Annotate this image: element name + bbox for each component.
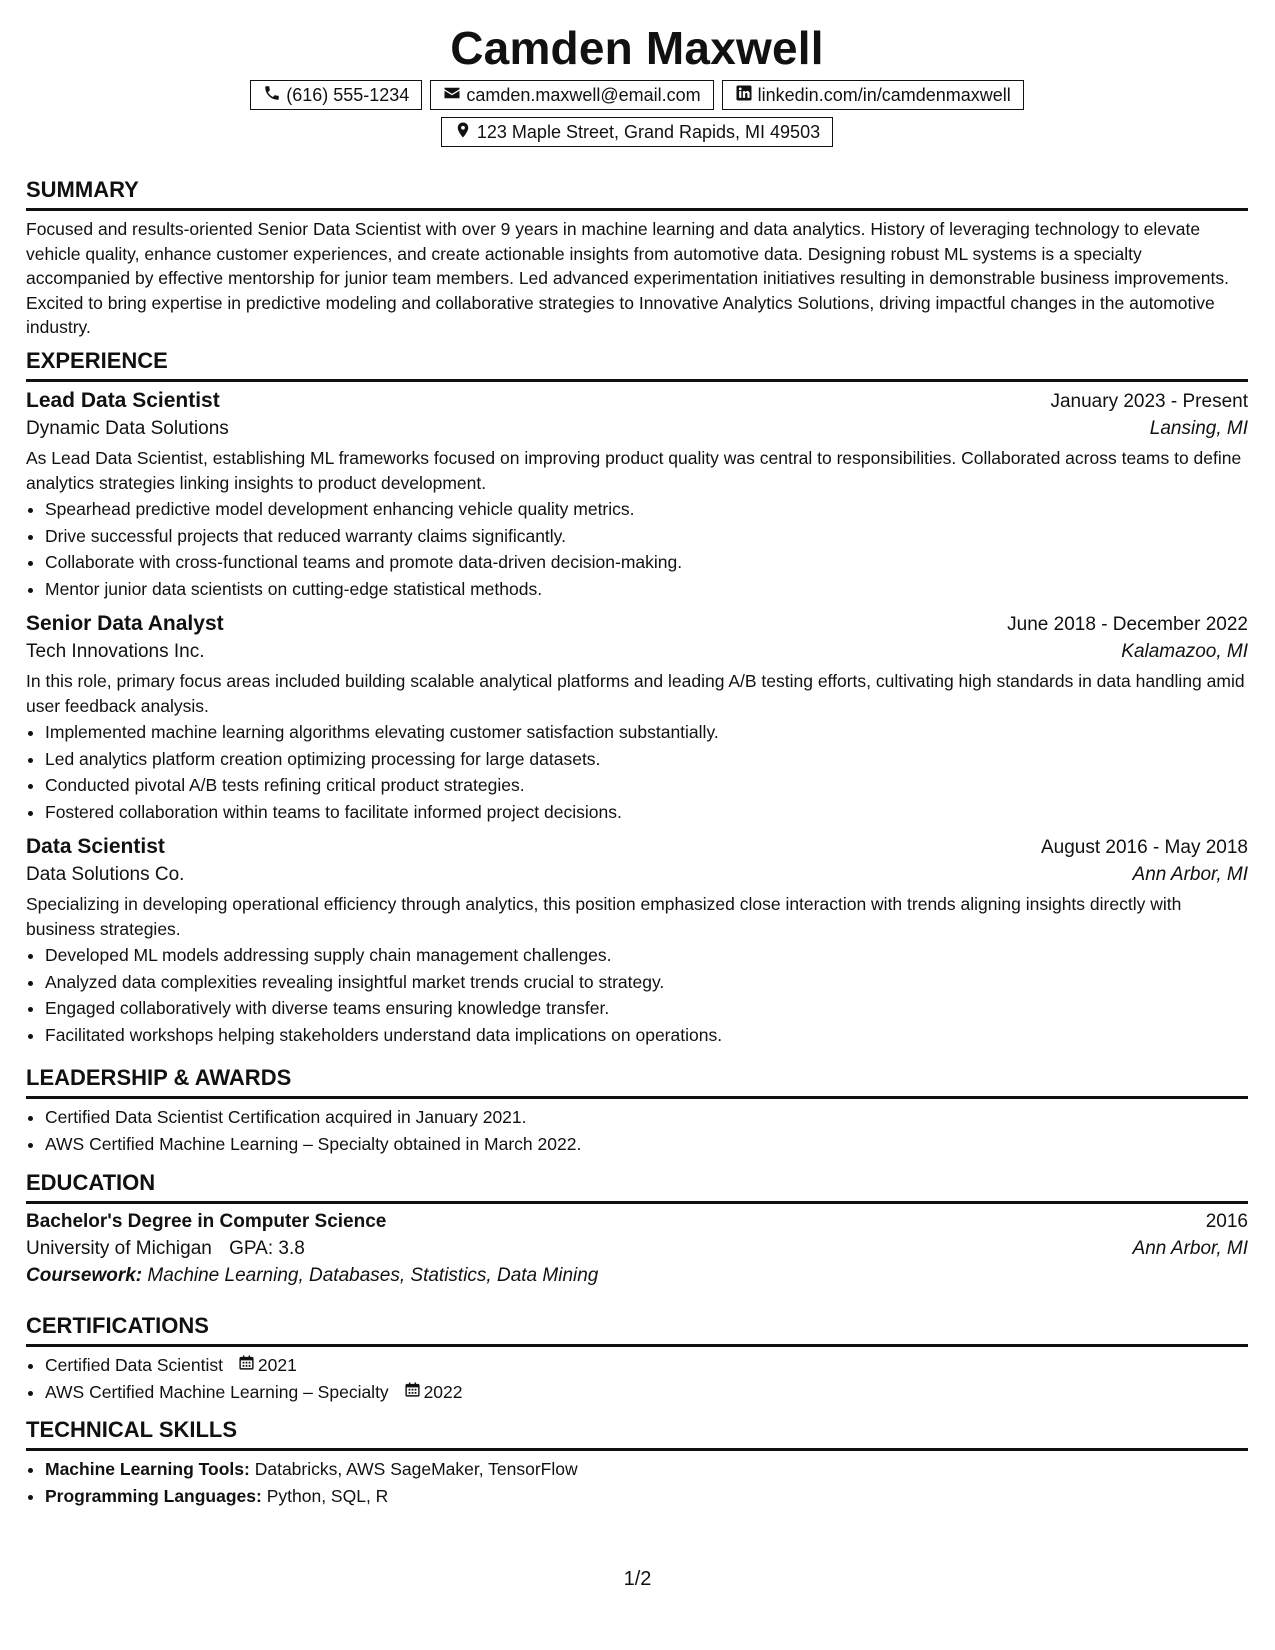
list-item: • Collaborate with cross-functional teams and promote data-driven decision-making. xyxy=(45,549,1248,576)
skill-label: Programming Languages: xyxy=(45,1485,262,1506)
cert-year: 2021 xyxy=(257,1355,297,1375)
contact-row-1 xyxy=(26,80,1248,110)
job-company: Data Solutions Co. xyxy=(26,864,185,885)
gpa: GPA: 3.8 xyxy=(229,1238,305,1259)
certifications-section xyxy=(26,1312,1248,1405)
job-location: Lansing, MI xyxy=(1149,418,1248,439)
list-item: • Developed ML models addressing supply chain management challenges. xyxy=(45,942,1248,969)
job-title: Lead Data Scientist xyxy=(26,389,220,412)
calendar-icon xyxy=(238,1352,255,1379)
degree-title: Bachelor's Degree in Computer Science xyxy=(26,1211,387,1232)
list-item xyxy=(45,1352,1248,1379)
list-item: • AWS Certified Machine Learning – Specialty obtained in March 2022. xyxy=(45,1131,1248,1158)
job-bullets xyxy=(26,942,1248,1048)
education-heading: EDUCATION xyxy=(26,1169,1248,1204)
skills-heading: TECHNICAL SKILLS xyxy=(26,1416,1248,1451)
job-title: Data Scientist xyxy=(26,835,165,858)
leadership-list xyxy=(26,1104,1248,1157)
graduation-year: 2016 xyxy=(1205,1211,1248,1232)
job-entry xyxy=(26,389,1248,602)
school-location: Ann Arbor, MI xyxy=(1132,1238,1248,1259)
job-date: August 2016 - May 2018 xyxy=(1040,837,1248,858)
list-item: • Analyzed data complexities revealing insightful market trends crucial to strategy. xyxy=(45,969,1248,996)
email-text: camden.maxwell@email.com xyxy=(466,84,701,105)
job-company: Dynamic Data Solutions xyxy=(26,418,229,439)
job-date: January 2023 - Present xyxy=(1050,391,1248,412)
list-item: • Conducted pivotal A/B tests refining critical product strategies. xyxy=(45,772,1248,799)
phone-icon xyxy=(263,84,281,107)
candidate-name: Camden Maxwell xyxy=(450,22,824,74)
job-entry xyxy=(26,612,1248,825)
list-item: • Engaged collaboratively with diverse teams ensuring knowledge transfer. xyxy=(45,995,1248,1022)
contact-row-2 xyxy=(26,117,1248,147)
map-pin-icon xyxy=(454,121,472,144)
skills-section xyxy=(26,1416,1248,1509)
list-item xyxy=(45,1483,1248,1510)
skill-label: Machine Learning Tools: xyxy=(45,1459,250,1479)
list-item xyxy=(45,1379,1248,1406)
linkedin-icon xyxy=(735,84,753,107)
phone-text: (616) 555-1234 xyxy=(286,84,410,105)
skill-value: Python, SQL, R xyxy=(266,1485,389,1506)
job-description: As Lead Data Scientist, establishing ML frameworks focused on improving product quality was central to responsibilities. Collaborated across teams to define analytics strategies linking insights to product development. xyxy=(26,448,1242,493)
summary-heading: SUMMARY xyxy=(26,176,1248,211)
address-contact xyxy=(441,117,833,147)
experience-section xyxy=(26,347,1248,1048)
experience-heading: EXPERIENCE xyxy=(26,347,1248,382)
cert-name: AWS Certified Machine Learning – Specialty xyxy=(45,1381,389,1402)
job-bullets xyxy=(26,496,1248,602)
summary-text: Focused and results-oriented Senior Data Scientist with over 9 years in machine learning and data analytics. History of leveraging technology to elevate vehicle quality, enhance customer experiences, and create actionable insights from automotive data. Designing robust ML systems is a specialty accompanied by effective mentorship for junior team members. Led advanced experimentation initiatives resulting in demonstrable business improvements. Excited to bring expertise in predictive modeling and collaborative strategies to Innovative Analytics Solutions, driving impactful changes in the automotive industry. xyxy=(26,219,1229,337)
list-item: • Drive successful projects that reduced warranty claims significantly. xyxy=(45,523,1248,550)
job-entry xyxy=(26,835,1248,1048)
job-location: Kalamazoo, MI xyxy=(1121,641,1248,662)
school-name: University of Michigan xyxy=(26,1238,212,1259)
list-item: • Spearhead predictive model development enhancing vehicle quality metrics. xyxy=(45,496,1248,523)
list-item: • Implemented machine learning algorithms elevating customer satisfaction substantially. xyxy=(45,719,1248,746)
list-item: • Facilitated workshops helping stakeholders understand data implications on operations. xyxy=(45,1022,1248,1049)
job-description: Specializing in developing operational efficiency through analytics, this position emphasized close interaction with trends aligning insights directly with business strategies. xyxy=(26,894,1182,939)
job-company: Tech Innovations Inc. xyxy=(26,641,205,662)
envelope-icon xyxy=(443,84,461,107)
linkedin-text: linkedin.com/in/camdenmaxwell xyxy=(757,84,1011,105)
leadership-section xyxy=(26,1064,1248,1157)
skills-list xyxy=(26,1456,1248,1509)
cert-name: Certified Data Scientist xyxy=(45,1355,223,1375)
coursework xyxy=(26,1265,1248,1287)
education-section xyxy=(26,1169,1248,1287)
certifications-heading: CERTIFICATIONS xyxy=(26,1312,1248,1347)
certifications-list xyxy=(26,1352,1248,1405)
job-bullets xyxy=(26,719,1248,825)
list-item: • Mentor junior data scientists on cutting-edge statistical methods. xyxy=(45,576,1248,603)
page-number: 1/2 xyxy=(623,1568,652,1590)
linkedin-contact xyxy=(722,80,1024,110)
skill-value: Databricks, AWS SageMaker, TensorFlow xyxy=(254,1459,578,1479)
job-title: Senior Data Analyst xyxy=(26,612,224,635)
list-item xyxy=(45,1456,1248,1483)
summary-section xyxy=(26,176,1248,340)
resume-page xyxy=(26,20,1248,1506)
calendar-icon xyxy=(404,1379,421,1406)
job-location: Ann Arbor, MI xyxy=(1132,864,1248,885)
list-item: • Led analytics platform creation optimizing processing for large datasets. xyxy=(45,746,1248,773)
leadership-heading: LEADERSHIP & AWARDS xyxy=(26,1064,1248,1099)
job-date: June 2018 - December 2022 xyxy=(1007,614,1248,635)
job-description: In this role, primary focus areas included building scalable analytical platforms and leading A/B testing efforts, cultivating high standards in data handling amid user feedback analysis. xyxy=(26,671,1245,716)
list-item: • Certified Data Scientist Certification acquired in January 2021. xyxy=(45,1104,1248,1131)
coursework-label: Coursework: xyxy=(26,1265,143,1286)
address-text: 123 Maple Street, Grand Rapids, MI 49503 xyxy=(476,121,821,142)
list-item: • Fostered collaboration within teams to facilitate informed project decisions. xyxy=(45,799,1248,826)
cert-year: 2022 xyxy=(423,1381,463,1402)
coursework-list: Machine Learning, Databases, Statistics, Data Mining xyxy=(147,1265,599,1286)
phone-contact xyxy=(250,80,422,110)
email-contact xyxy=(430,80,713,110)
